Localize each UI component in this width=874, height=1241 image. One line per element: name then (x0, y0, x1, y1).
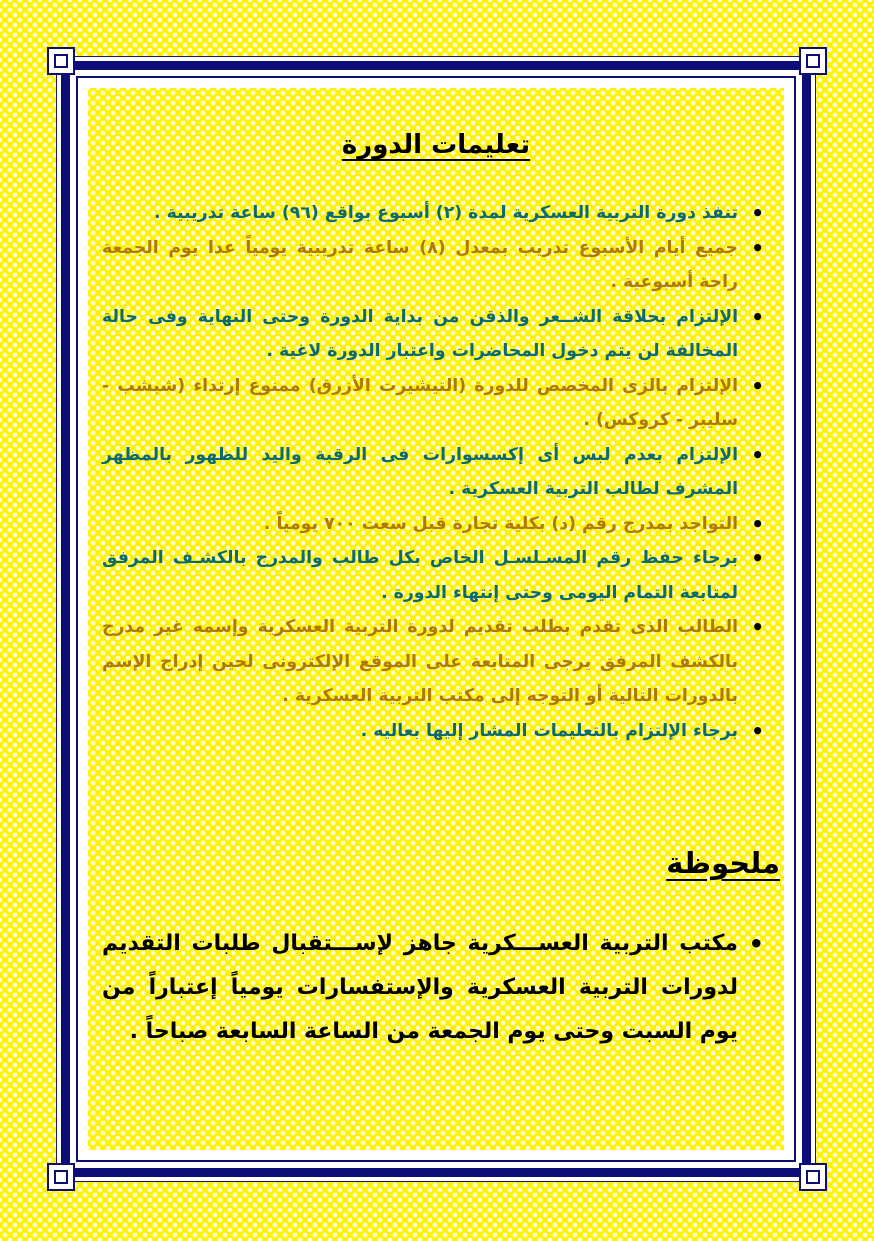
rule-item: • الإلتزام بعدم لبس أى إكسسوارات فى الرقبة واليد للظهور بالمظهر المشرف لطالب التربية العسكرية . (102, 438, 768, 507)
corner-ornament-top-left (47, 47, 75, 75)
rule-item: • تنفذ دورة التربية العسكرية لمدة (٢) أسبوع بواقع (٩٦) ساعة تدريبية . (102, 196, 768, 231)
corner-ornament-bottom-left (47, 1163, 75, 1191)
corner-ornament-bottom-right (799, 1163, 827, 1191)
rule-item: • الطالب الذى تقدم بطلب تقديم لدورة التربية العسكرية وإسمه غير مدرج بالكشف المرفق يرجى المتابعة على الموقع الإلكترونى لحين إدراج الإسم بالدورات التالية أو التوجه إلى مكتب التربية العسكرية . (102, 610, 768, 714)
rule-item: • الإلتزام بالزى المخصص للدورة (التيشيرت الأزرق) ممنوع إرتداء (شبشب - سليبر - كروكس) . (102, 369, 768, 438)
rule-item: • التواجد بمدرج رقم (د) بكلية تجارة قبل سعت ٧٠٠ يومياً . (102, 507, 768, 542)
corner-ornament-top-right (799, 47, 827, 75)
rule-item: • برجاء حفظ رقم المسـلسـل الخاص بكل طالب والمدرج بالكشـف المرفق لمتابعة التمام اليومى وحتى إنتهاء الدورة . (102, 541, 768, 610)
rule-item: • الإلتزام بحلاقة الشــعر والذقن من بداية الدورة وحتى النهاية وفى حالة المخالفة لن يتم دخول المحاضرات واعتبار الدورة لاغية . (102, 300, 768, 369)
rules-list (102, 196, 768, 748)
rule-item: • برجاء الإلتزام بالتعليمات المشار إليها بعاليه . (102, 714, 768, 749)
rule-item: • جميع أيام الأسبوع تدريب بمعدل (٨) ساعة تدريبية يومياً عدا يوم الجمعة راحة أسبوعية . (102, 231, 768, 300)
note-heading: ملحوظة (666, 846, 780, 880)
note-text: • مكتب التربية العســـكرية جاهز لإســـتقبال طلبات التقديم لدورات التربية العسكرية والإستفسارات يومياً إعتباراً من يوم السبت وحتى يوم الجمعة من الساعة السابعة صباحاً . (102, 922, 738, 1054)
document-content (88, 88, 784, 1150)
note-list (102, 922, 768, 1054)
page-title (88, 130, 784, 160)
page-title-text: تعليمات الدورة (341, 130, 531, 160)
